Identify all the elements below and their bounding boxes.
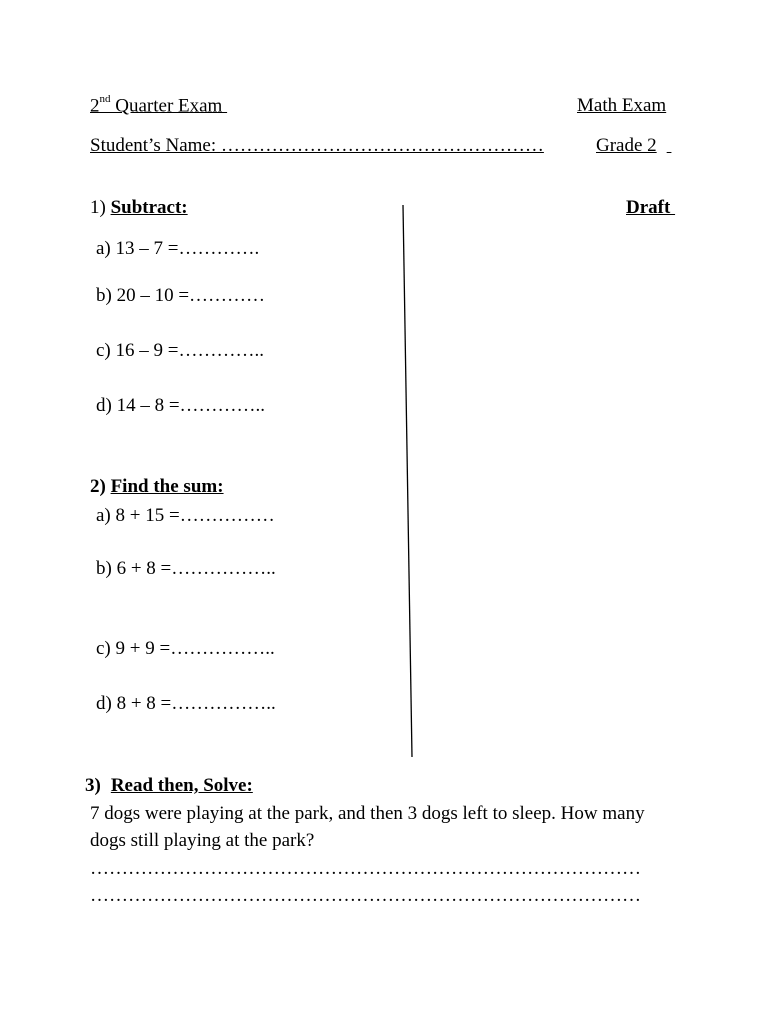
item-expression: 9 + 9 =…………….. [115,638,275,659]
answer-line-2: …………………………………………………………………………… [90,885,641,906]
section3-number: 3) [85,775,101,796]
exam-ordinal: 2 [90,95,100,117]
draft-label: Draft [626,197,676,218]
grade-label: Grade 2 [596,135,657,156]
exam-title-text: Quarter Exam [110,95,228,117]
section1-number: 1) [90,197,111,218]
item-letter: b) [96,558,112,579]
section3-title: Read then, Solve: [110,775,253,796]
problem-line-1: 7 dogs were playing at the park, and then 3 dogs left to sleep. How many [90,803,645,824]
section2-number: 2) [90,476,111,497]
item-letter: c) [96,638,111,659]
item-expression: 20 – 10 =………… [116,285,266,306]
student-name-label: Student’s Name: [90,135,221,156]
item-expression: 8 + 15 =…………… [115,505,275,526]
item-letter: d) [96,395,112,416]
section1-title: Subtract: [110,197,188,218]
item-letter: d) [96,693,112,714]
problem-line-2: dogs still playing at the park? [90,830,315,851]
item-letter: a) [96,238,111,259]
section2-title: Find the sum: [110,476,224,497]
answer-line-1: …………………………………………………………………………… [90,858,641,879]
item-expression: 14 – 8 =………….. [116,395,266,416]
item-expression: 13 – 7 =…………. [115,238,260,259]
student-name-dots: …………………………………………… [220,135,544,156]
item-letter: c) [96,340,111,361]
item-letter: b) [96,285,112,306]
item-expression: 16 – 9 =………….. [115,340,264,361]
subject-label: Math Exam [577,95,667,116]
exam-ordinal-suffix: nd [99,93,111,105]
item-expression: 8 + 8 =…………….. [116,693,276,714]
item-expression: 6 + 8 =…………….. [116,558,276,579]
section3-heading [85,776,253,795]
item-letter: a) [96,505,111,526]
